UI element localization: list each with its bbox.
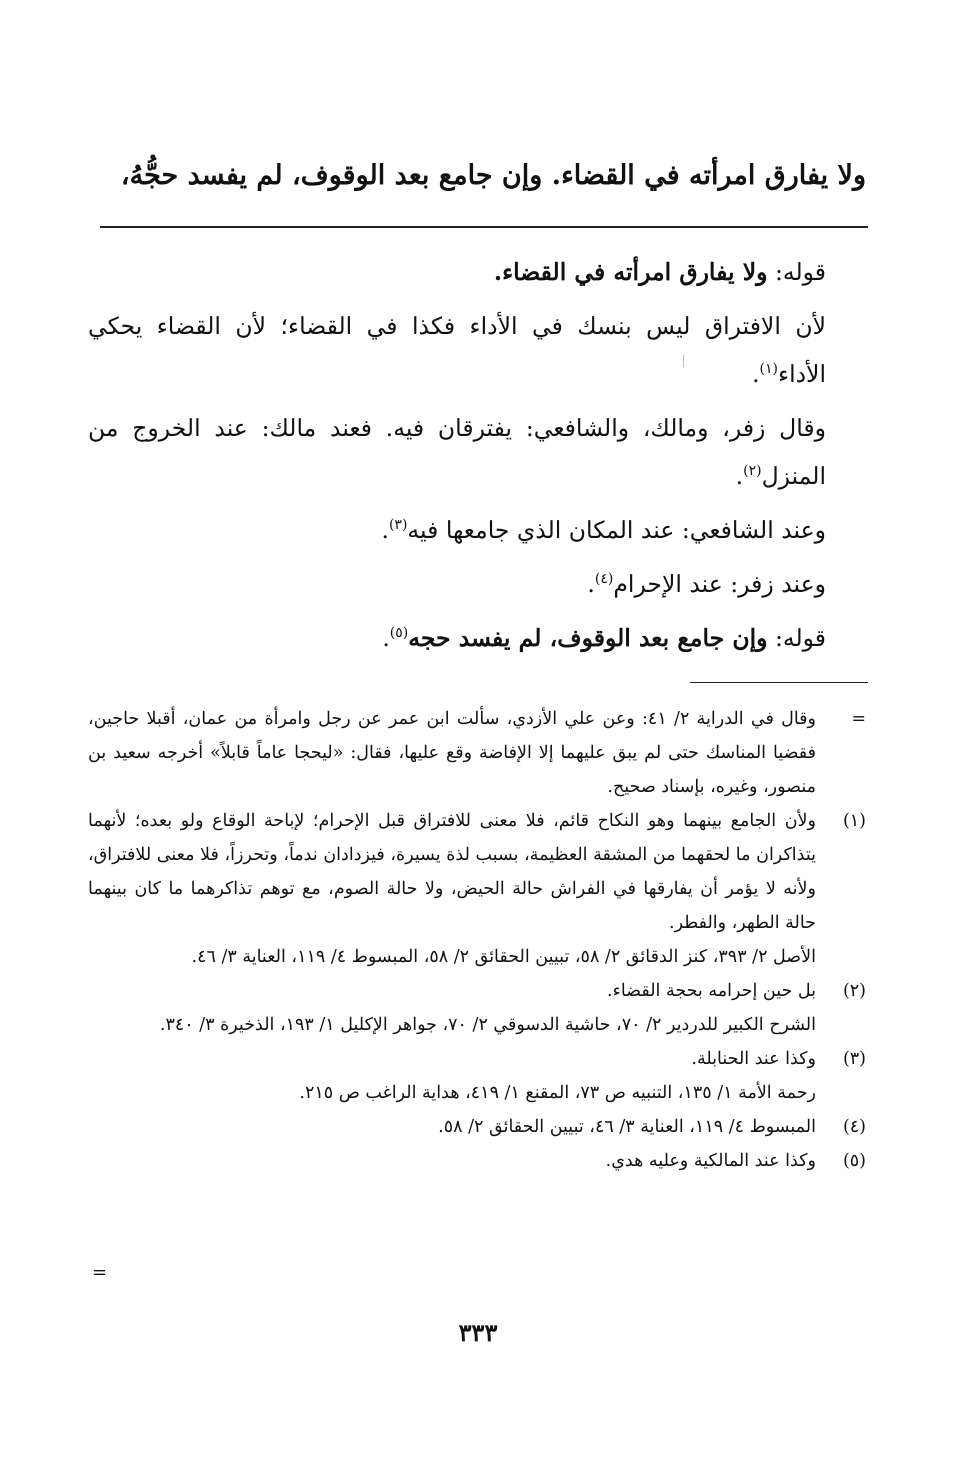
qawl-label: قوله:: [767, 624, 826, 652]
footnote: [88, 804, 866, 974]
footnote: [88, 1144, 866, 1178]
matn-separator-rule: [100, 226, 868, 228]
punctuation: .: [587, 570, 595, 598]
commentary-paragraph: [88, 302, 866, 398]
footnote: [88, 974, 866, 1042]
punctuation: .: [752, 360, 760, 388]
footnote-text: الأصل ٢/ ٣٩٣، كنز الدقائق ٢/ ٥٨، تبيين الحقائق ٢/ ٥٨، المبسوط ٤/ ١١٩، العناية ٣/ ٤٦.: [191, 947, 816, 967]
footnote-text: رحمة الأمة ١/ ١٣٥، التنبيه ص ٧٣، المقنع ١/ ٤١٩، هداية الراغب ص ٢١٥.: [299, 1083, 816, 1103]
footnote-body: [88, 804, 816, 974]
footnote: [88, 1110, 866, 1144]
footnote-ref: (١): [759, 361, 779, 378]
footnote-number: (٥): [842, 1151, 866, 1171]
page-number: ٣٣٣: [458, 1318, 498, 1347]
punctuation: .: [382, 624, 390, 652]
footnote-text: بل حين إحرامه بحجة القضاء.: [607, 981, 816, 1001]
quoted-matn: وإن جامع بعد الوقوف، لم يفسد حجه: [408, 624, 768, 652]
footnote-body: [88, 974, 816, 1042]
commentary-text: وقال زفر، ومالك، والشافعي: يفترقان فيه. فعند مالك: عند الخروج من المنزل: [88, 414, 826, 490]
commentary-paragraph: [88, 248, 826, 296]
footnote: [88, 702, 866, 804]
commentary-text: وعند زفر: عند الإحرام: [613, 570, 826, 598]
commentary-paragraph: [88, 404, 866, 500]
quoted-matn: ولا يفارق امرأته في القضاء.: [493, 258, 768, 286]
footnote-body: [88, 1110, 816, 1144]
commentary-paragraph: [88, 506, 826, 554]
footnotes-section: [88, 702, 866, 1178]
footnote-body: [88, 1144, 816, 1178]
matn-text: [88, 150, 866, 202]
matn-line: ولا يفارق امرأته في القضاء. وإن جامع بعد الوقوف، لم يفسد حجُّهُ،: [120, 160, 866, 191]
footnote-number: (٤): [842, 1117, 866, 1137]
footnote-ref: (٤): [594, 571, 614, 588]
footnote-ref: (٥): [389, 625, 409, 642]
footnote-separator-rule: [690, 682, 868, 683]
footnote-body: [88, 702, 816, 804]
footnote-text: الشرح الكبير للدردير ٢/ ٧٠، حاشية الدسوقي ٢/ ٧٠، جواهر الإكليل ١/ ١٩٣، الذخيرة ٣/ ٣٤٠.: [159, 1015, 816, 1035]
footnote-number: (٢): [842, 981, 866, 1001]
footnote-text: وقال في الدراية ٢/ ٤١: وعن علي الأزدي، سألت ابن عمر عن رجل وامرأة من عمان، أقبلا حاجين، فقضيا المناسك حتى لم يبق عليهما إلا الإفاضة وقع عليها، فقال: «ليحجا عاماً قابلاً» أخرجه سعيد بن منصور، وغيره، بإسناد صحيح.: [88, 709, 816, 797]
commentary-body: [88, 248, 826, 668]
footnote-number: =: [851, 709, 866, 729]
punctuation: .: [381, 516, 389, 544]
footnote-number: (٣): [842, 1049, 866, 1069]
qawl-label: قوله:: [767, 258, 826, 286]
footnote-text: وكذا عند الحنابلة.: [691, 1049, 816, 1069]
commentary-text: لأن الافتراق ليس بنسك في الأداء فكذا في القضاء؛ لأن القضاء يحكي الأداء: [88, 312, 826, 388]
commentary-paragraph: [88, 560, 826, 608]
commentary-paragraph: [88, 614, 826, 662]
footnote-ref: (٢): [743, 463, 762, 480]
footnote-text: المبسوط ٤/ ١١٩، العناية ٣/ ٤٦، تبيين الحقائق ٢/ ٥٨.: [438, 1117, 816, 1137]
footnote-ref: (٣): [388, 517, 408, 534]
punctuation: .: [735, 462, 744, 490]
commentary-text: وعند الشافعي: عند المكان الذي جامعها فيه: [407, 516, 826, 544]
footnote-number: (١): [842, 811, 866, 831]
footnote: [88, 1042, 866, 1110]
footnote-text: وكذا عند المالكية وعليه هدي.: [605, 1151, 816, 1171]
footnote-text: ولأن الجامع بينهما وهو النكاح قائم، فلا معنى للافتراق قبل الإحرام؛ لإباحة الوقاع ولو بعده؛ لأنهما يتذاكران ما لحقهما من المشقة العظيمة، بسبب لذة يسيرة، فيزدادان ندماً، وتحرزاً، فلا معنى للافتراق، ولأنه لا يؤمر أن يفارقها في الفراش حالة الحيض، ولا حالة الصوم، مع توهم تذاكرهما ما كان بينهما حالة الطهر، والفطر.: [88, 811, 816, 933]
footnote-body: [88, 1042, 816, 1110]
continuation-mark: =: [92, 1262, 108, 1283]
